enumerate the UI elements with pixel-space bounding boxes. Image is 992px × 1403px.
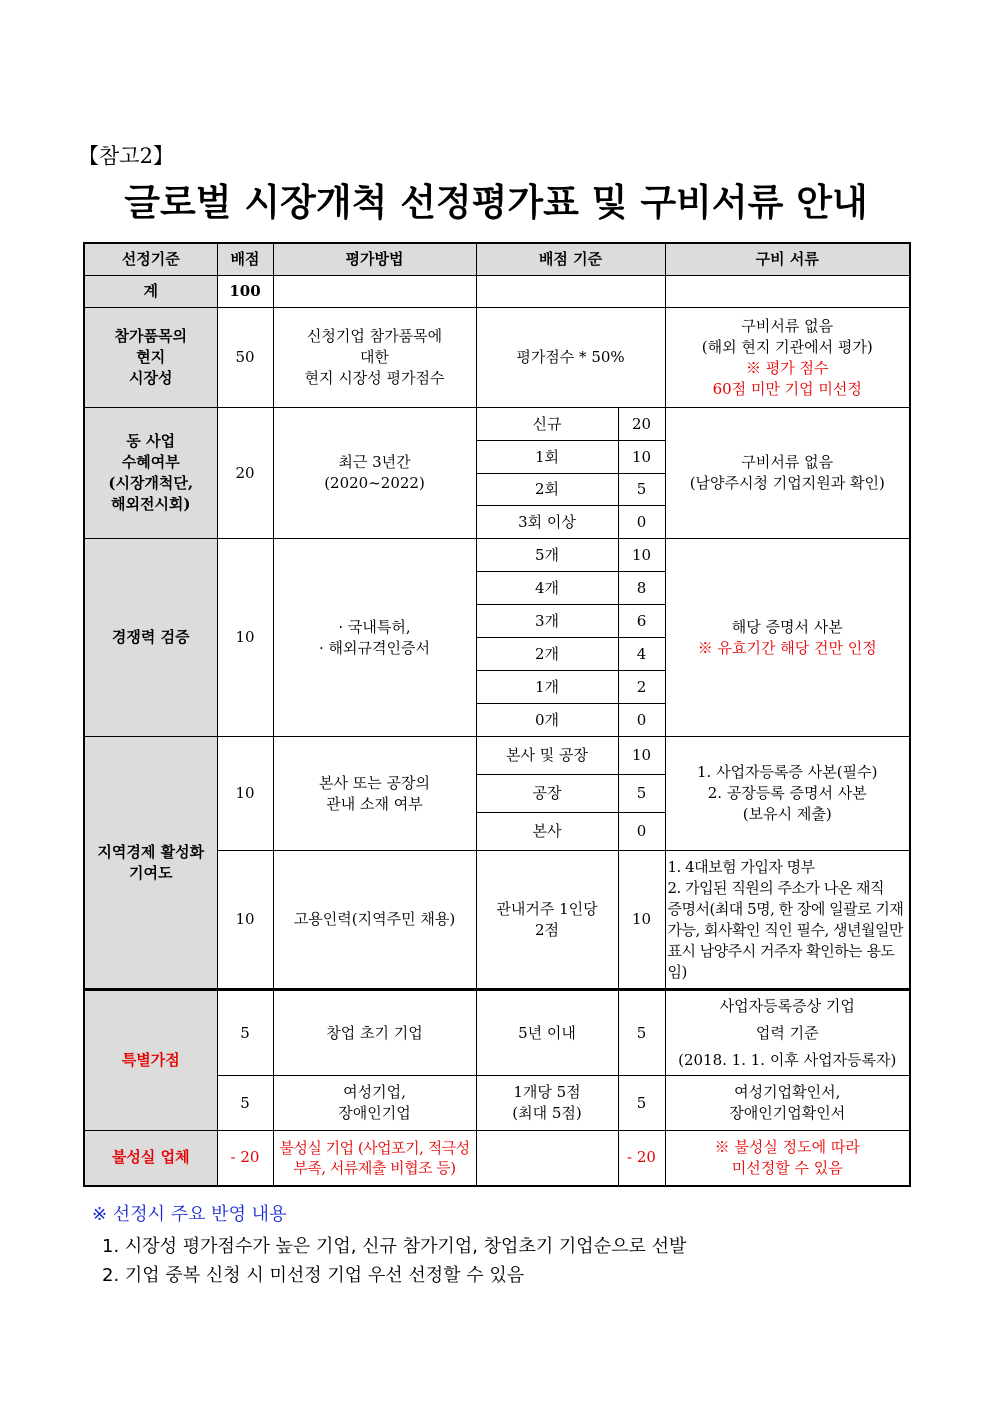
evaluation-table	[83, 242, 911, 1187]
competitiveness-row	[84, 539, 910, 572]
note-item: 2. 기업 중복 신청 시 미선정 기업 우선 선정할 수 있음	[102, 1265, 525, 1286]
same-project-score: 5	[618, 474, 665, 506]
regional-location-score: 10	[618, 737, 665, 775]
bonus-women-method: 여성기업, 장애인기업	[273, 1076, 476, 1131]
total-row	[84, 276, 910, 308]
bonus-startup-score: 5	[618, 990, 665, 1076]
competitiveness-label: 0개	[476, 704, 618, 737]
market-documents: 구비서류 없음 (해외 현지 기관에서 평가) ※ 평가 점수 60점 미만 기업 미선정	[665, 308, 910, 408]
page-title: 글로벌 시장개척 선정평가표 및 구비서류 안내	[124, 181, 868, 224]
regional-location-label: 본사	[476, 813, 618, 851]
market-criteria: 참가품목의 현지 시장성	[84, 308, 217, 408]
total-scoring-empty	[476, 276, 665, 308]
bonus-startup-row	[84, 990, 910, 1076]
bonus-criteria: 특별가점	[84, 990, 217, 1131]
total-label: 계	[84, 276, 217, 308]
notes-heading: ※ 선정시 주요 반영 내용	[92, 1204, 287, 1225]
poor-documents: ※ 불성실 정도에 따라 미선정할 수 있음	[665, 1131, 910, 1186]
regional-location-row	[84, 737, 910, 775]
regional-location-label: 공장	[476, 775, 618, 813]
same-project-label: 3회 이상	[476, 506, 618, 539]
regional-employment-scoring: 관내거주 1인당 2점	[476, 851, 618, 990]
bonus-women-points: 5	[217, 1076, 273, 1131]
bonus-startup-documents: 사업자등록증상 기업 업력 기준 (2018. 1. 1. 이후 사업자등록자)	[665, 990, 910, 1076]
same-project-label: 1회	[476, 441, 618, 474]
regional-employment-points: 10	[217, 851, 273, 990]
same-project-documents: 구비서류 없음 (남양주시청 기업지원과 확인)	[665, 408, 910, 539]
competitiveness-label: 5개	[476, 539, 618, 572]
competitiveness-score: 6	[618, 605, 665, 638]
regional-location-documents: 1. 사업자등록증 사본(필수) 2. 공장등록 증명서 사본 (보유시 제출)	[665, 737, 910, 851]
same-project-score: 20	[618, 408, 665, 441]
header-documents: 구비 서류	[665, 243, 910, 276]
regional-location-score: 0	[618, 813, 665, 851]
total-documents-empty	[665, 276, 910, 308]
same-project-score: 10	[618, 441, 665, 474]
competitiveness-score: 10	[618, 539, 665, 572]
competitiveness-label: 4개	[476, 572, 618, 605]
competitiveness-score: 4	[618, 638, 665, 671]
regional-employment-method: 고용인력(지역주민 채용)	[273, 851, 476, 990]
market-row	[84, 308, 910, 408]
market-points: 50	[217, 308, 273, 408]
regional-location-points: 10	[217, 737, 273, 851]
header-criteria: 선정기준	[84, 243, 217, 276]
poor-row	[84, 1131, 910, 1186]
same-project-points: 20	[217, 408, 273, 539]
total-points: 100	[217, 276, 273, 308]
bonus-startup-points: 5	[217, 990, 273, 1076]
bonus-startup-method: 창업 초기 기업	[273, 990, 476, 1076]
poor-criteria: 불성실 업체	[84, 1131, 217, 1186]
same-project-criteria: 동 사업 수혜여부 (시장개척단, 해외전시회)	[84, 408, 217, 539]
reference-label: 【참고2】	[78, 144, 174, 168]
same-project-row	[84, 408, 910, 441]
competitiveness-documents: 해당 증명서 사본 ※ 유효기간 해당 건만 인정	[665, 539, 910, 737]
competitiveness-score: 0	[618, 704, 665, 737]
bonus-women-scoring: 1개당 5점 (최대 5점)	[476, 1076, 618, 1131]
competitiveness-label: 2개	[476, 638, 618, 671]
header-scoring: 배점 기준	[476, 243, 665, 276]
header-method: 평가방법	[273, 243, 476, 276]
poor-points: - 20	[217, 1131, 273, 1186]
same-project-label: 2회	[476, 474, 618, 506]
bonus-women-score: 5	[618, 1076, 665, 1131]
competitiveness-method: · 국내특허, · 해외규격인증서	[273, 539, 476, 737]
poor-scoring-empty	[476, 1131, 618, 1186]
header-points: 배점	[217, 243, 273, 276]
competitiveness-label: 3개	[476, 605, 618, 638]
competitiveness-score: 2	[618, 671, 665, 704]
table-header-row	[84, 243, 910, 276]
competitiveness-criteria: 경쟁력 검증	[84, 539, 217, 737]
bonus-startup-scoring: 5년 이내	[476, 990, 618, 1076]
market-method: 신청기업 참가품목에 대한 현지 시장성 평가점수	[273, 308, 476, 408]
bonus-women-documents: 여성기업확인서, 장애인기업확인서	[665, 1076, 910, 1131]
same-project-label: 신규	[476, 408, 618, 441]
competitiveness-label: 1개	[476, 671, 618, 704]
regional-location-method: 본사 또는 공장의 관내 소재 여부	[273, 737, 476, 851]
competitiveness-points: 10	[217, 539, 273, 737]
market-scoring: 평가점수 * 50%	[476, 308, 665, 408]
total-method-empty	[273, 276, 476, 308]
poor-score: - 20	[618, 1131, 665, 1186]
regional-criteria: 지역경제 활성화 기여도	[84, 737, 217, 990]
competitiveness-score: 8	[618, 572, 665, 605]
same-project-score: 0	[618, 506, 665, 539]
regional-employment-documents: 1. 4대보험 가입자 명부 2. 가입된 직원의 주소가 나온 재직 증명서(최대 5명, 한 장에 일괄로 기재 가능, 회사확인 직인 필수, 생년월일만 표시 남양주시 거주자 확인하는 용도임)	[665, 851, 910, 990]
same-project-method: 최근 3년간 (2020~2022)	[273, 408, 476, 539]
regional-location-label: 본사 및 공장	[476, 737, 618, 775]
regional-location-score: 5	[618, 775, 665, 813]
note-item: 1. 시장성 평가점수가 높은 기업, 신규 참가기업, 창업초기 기업순으로 선발	[102, 1236, 687, 1257]
selection-notes	[92, 1200, 686, 1290]
poor-method: 불성실 기업 (사업포기, 적극성 부족, 서류제출 비협조 등)	[273, 1131, 476, 1186]
regional-employment-score: 10	[618, 851, 665, 990]
